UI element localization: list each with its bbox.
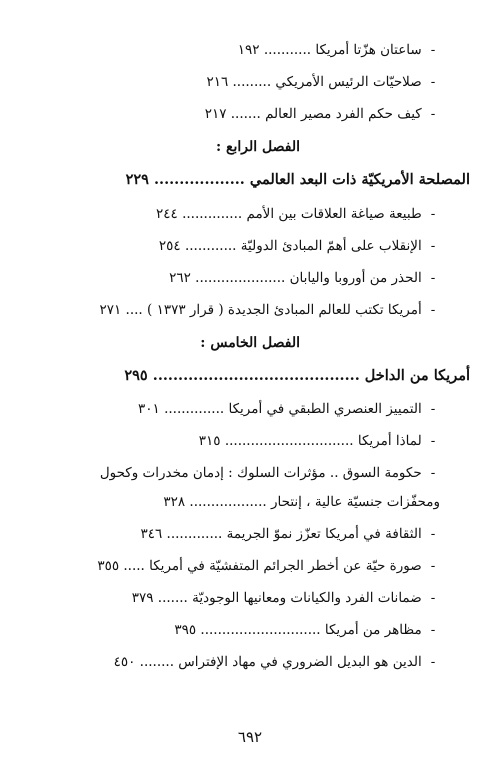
list-item (97, 556, 440, 576)
bullet: - (430, 270, 436, 286)
entry-text: صورة حيّة عن أخطر الجرائم المتفشيّة في أمريكا ..... ٣٥٥ (97, 558, 422, 574)
bullet: - (430, 558, 436, 574)
bullet: - (430, 74, 436, 90)
list-item (159, 236, 440, 256)
bullet: - (430, 206, 436, 222)
bullet: - (430, 433, 436, 449)
list-item (100, 300, 441, 320)
chapter-heading: الفصل الرابع : (215, 139, 300, 155)
chapter-heading: الفصل الخامس : (200, 335, 300, 351)
list-item (238, 40, 440, 60)
entry-text: حكومة السوق .. مؤثرات السلوك : إدمان مخدرات وكحول (99, 465, 422, 481)
list-item (169, 268, 440, 288)
entry-text: الحذر من أوروبا واليابان ..................... ٢٦٢ (169, 270, 422, 286)
list-item (205, 104, 440, 124)
list-item (132, 588, 440, 608)
list-item (199, 431, 440, 451)
entry-text: ضمانات الفرد والكيانات ومعانيها الوجوديّة ....... ٣٧٩ (131, 590, 422, 606)
entry-text: أمريكا تكتب للعالم المبادئ الجديدة ( قرار ١٣٧٣ ) .... ٢٧١ (99, 302, 422, 318)
bullet: - (430, 590, 436, 606)
bullet: - (430, 654, 436, 670)
entry-text: الإنقلاب على أهمّ المبادئ الدوليّة ............ ٢٥٤ (158, 238, 422, 254)
chapter-title: أمريكا من الداخل ......................................... ٢٩٥ (124, 367, 470, 384)
bullet: - (430, 526, 436, 542)
page-number: ٦٩٢ (237, 728, 263, 746)
bullet: - (430, 238, 436, 254)
entry-text: الدين هو البديل الضروري في مهاد الإفتراس ........ ٤٥٠ (113, 654, 422, 670)
entry-text: مظاهر من أمريكا ............................ ٣٩٥ (174, 622, 422, 638)
list-item (140, 524, 440, 544)
entry-text: الثقافة في أمريكا تعزّز نموّ الجريمة ............. ٣٤٦ (140, 526, 422, 542)
list-item (100, 463, 440, 483)
bullet: - (430, 401, 436, 417)
entry-text: طبيعة صياغة العلاقات بين الأمم .............. ٢٤٤ (156, 206, 422, 222)
entry-text: كيف حكم الفرد مصير العالم ....... ٢١٧ (204, 106, 422, 122)
bullet: - (430, 622, 436, 638)
list-item (174, 620, 440, 640)
entry-text: لماذا أمريكا .............................. ٣١٥ (198, 433, 422, 449)
list-item (156, 204, 440, 224)
list-item (114, 652, 440, 672)
entry-text: صلاحيّات الرئيس الأمريكي ......... ٢١٦ (206, 74, 422, 90)
bullet: - (430, 302, 436, 318)
chapter-title: المصلحة الأمريكيّة ذات البعد العالمي .................. ٢٢٩ (125, 171, 470, 188)
list-item-continuation (163, 492, 440, 512)
entry-text: ساعتان هزّتا أمريكا ........... ١٩٢ (237, 42, 422, 58)
list-item (206, 72, 440, 92)
bullet: - (430, 106, 436, 122)
entry-text: ومحفّزات جنسيّة عالية ، إنتحار .................. ٣٢٨ (163, 494, 440, 510)
entry-text: التمييز العنصري الطبقي في أمريكا .............. ٣٠١ (138, 401, 422, 417)
list-item (138, 399, 440, 419)
bullet: - (430, 465, 436, 481)
bullet: - (430, 42, 436, 58)
